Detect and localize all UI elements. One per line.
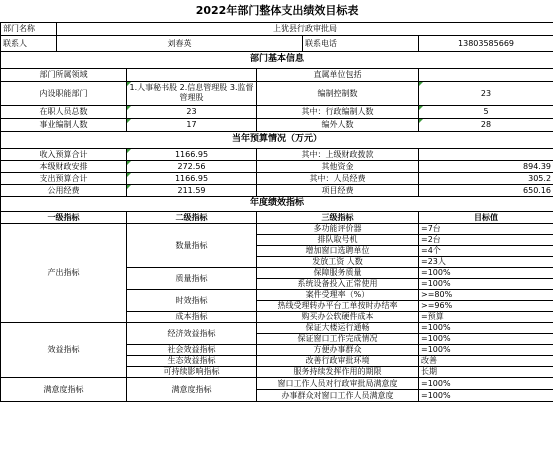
level3-cell: 服务持续发挥作用的期限 xyxy=(257,366,419,377)
level2-ecological: 生态效益指标 xyxy=(127,355,257,366)
staff-quota-value: 23 xyxy=(419,81,553,105)
level3-cell: 方便办事群众 xyxy=(257,344,419,355)
header-target: 目标值 xyxy=(419,211,553,223)
target-cell: =100% xyxy=(419,389,553,401)
budget-row-label: 项目经费 xyxy=(257,184,419,196)
level2-satisfaction: 满意度指标 xyxy=(127,377,257,401)
direct-units-label: 直属单位包括 xyxy=(257,68,419,81)
target-cell: =100% xyxy=(419,322,553,333)
outside-quota-value: 28 xyxy=(419,118,553,131)
contact-label: 联系人 xyxy=(1,35,57,51)
page-title: 2022年部门整体支出绩效目标表 xyxy=(195,4,359,18)
budget-row-label: 其中：人员经费 xyxy=(257,172,419,184)
staff-quota-label: 编制控制数 xyxy=(257,81,419,105)
target-cell: =2台 xyxy=(419,234,553,245)
target-cell: =7台 xyxy=(419,223,553,234)
level2-sustainable: 可持续影响指标 xyxy=(127,366,257,377)
level2-social: 社会效益指标 xyxy=(127,344,257,355)
budget-row-value: 894.39 xyxy=(419,160,553,172)
target-cell: =100% xyxy=(419,377,553,389)
target-cell: =4个 xyxy=(419,245,553,256)
level3-cell: 保证窗口工作完成情况 xyxy=(257,333,419,344)
level2-economic: 经济效益指标 xyxy=(127,322,257,344)
target-cell: =100% xyxy=(419,333,553,344)
level3-cell: 增加窗口选聘单位 xyxy=(257,245,419,256)
budget-row-value: 211.59 xyxy=(127,184,257,196)
level2-quantity: 数量指标 xyxy=(127,223,257,267)
target-cell: =100% xyxy=(419,344,553,355)
level3-cell: 系统设备投入正常使用 xyxy=(257,278,419,289)
dept-name-label: 部门名称 xyxy=(1,22,57,35)
header-level1: 一级指标 xyxy=(1,211,127,223)
budget-row-label: 其他资金 xyxy=(257,160,419,172)
in-service-value: 23 xyxy=(127,105,257,118)
phone-label: 联系电话 xyxy=(303,35,419,51)
level3-cell: 发放工资 人数 xyxy=(257,256,419,267)
level2-timeliness: 时效指标 xyxy=(127,289,257,311)
budget-row-value xyxy=(419,148,553,160)
target-cell: =100% xyxy=(419,267,553,278)
level1-benefit: 效益指标 xyxy=(1,322,127,377)
budget-row-value: 1166.95 xyxy=(127,172,257,184)
header-level2: 二级指标 xyxy=(127,211,257,223)
career-quota-label: 事业编制人数 xyxy=(1,118,127,131)
level3-cell: 多功能评价器 xyxy=(257,223,419,234)
admin-quota-value: 5 xyxy=(419,105,553,118)
budget-row-value: 1166.95 xyxy=(127,148,257,160)
level1-output: 产出指标 xyxy=(1,223,127,322)
level3-cell: 热线受理转办平台工单按时办结率 xyxy=(257,300,419,311)
level3-cell: 排队取号机 xyxy=(257,234,419,245)
outside-quota-label: 编外人数 xyxy=(257,118,419,131)
basic-info-heading: 部门基本信息 xyxy=(1,51,553,68)
budget-row-value: 272.56 xyxy=(127,160,257,172)
internal-depts-label: 内设职能部门 xyxy=(1,81,127,105)
contact-value: 刘春英 xyxy=(57,35,303,51)
career-quota-value: 17 xyxy=(127,118,257,131)
level3-cell: 办事群众对窗口工作人员满意度 xyxy=(257,389,419,401)
phone-value: 13803585669 xyxy=(419,35,553,51)
level3-cell: 购买办公软硬件成本 xyxy=(257,311,419,322)
target-cell: >=96% xyxy=(419,300,553,311)
budget-row-value: 650.16 xyxy=(419,184,553,196)
budget-row-label: 收入预算合计 xyxy=(1,148,127,160)
performance-heading: 年度绩效指标 xyxy=(1,196,553,211)
target-cell: =100% xyxy=(419,278,553,289)
target-cell: =预算 xyxy=(419,311,553,322)
budget-heading: 当年预算情况（万元） xyxy=(1,131,553,148)
domain-label: 部门所属领域 xyxy=(1,68,127,81)
header-level3: 三级指标 xyxy=(257,211,419,223)
level3-cell: 窗口工作人员对行政审批局满意度 xyxy=(257,377,419,389)
budget-row-label: 支出预算合计 xyxy=(1,172,127,184)
level3-cell: 改善行政审批环境 xyxy=(257,355,419,366)
level2-cost: 成本指标 xyxy=(127,311,257,322)
in-service-label: 在职人员总数 xyxy=(1,105,127,118)
target-cell: 改善 xyxy=(419,355,553,366)
target-cell: 长期 xyxy=(419,366,553,377)
admin-quota-label: 其中：行政编制人数 xyxy=(257,105,419,118)
target-cell: >=80% xyxy=(419,289,553,300)
level3-cell: 案件受理率（%） xyxy=(257,289,419,300)
level3-cell: 保障服务质量 xyxy=(257,267,419,278)
budget-row-value: 305.2 xyxy=(419,172,553,184)
level3-cell: 保证大楼运行通畅 xyxy=(257,322,419,333)
budget-row-label: 公用经费 xyxy=(1,184,127,196)
dept-name-value: 上犹县行政审批局 xyxy=(57,22,553,35)
internal-depts-value: 1.人事秘书股 2.信息管理股 3.监督管理股 xyxy=(127,81,257,105)
direct-units-value xyxy=(419,68,553,81)
level2-quality: 质量指标 xyxy=(127,267,257,289)
target-cell: =23人 xyxy=(419,256,553,267)
domain-value xyxy=(127,68,257,81)
budget-row-label: 本级财政安排 xyxy=(1,160,127,172)
level1-satisfaction: 满意度指标 xyxy=(1,377,127,401)
budget-row-label: 其中：上级财政拨款 xyxy=(257,148,419,160)
